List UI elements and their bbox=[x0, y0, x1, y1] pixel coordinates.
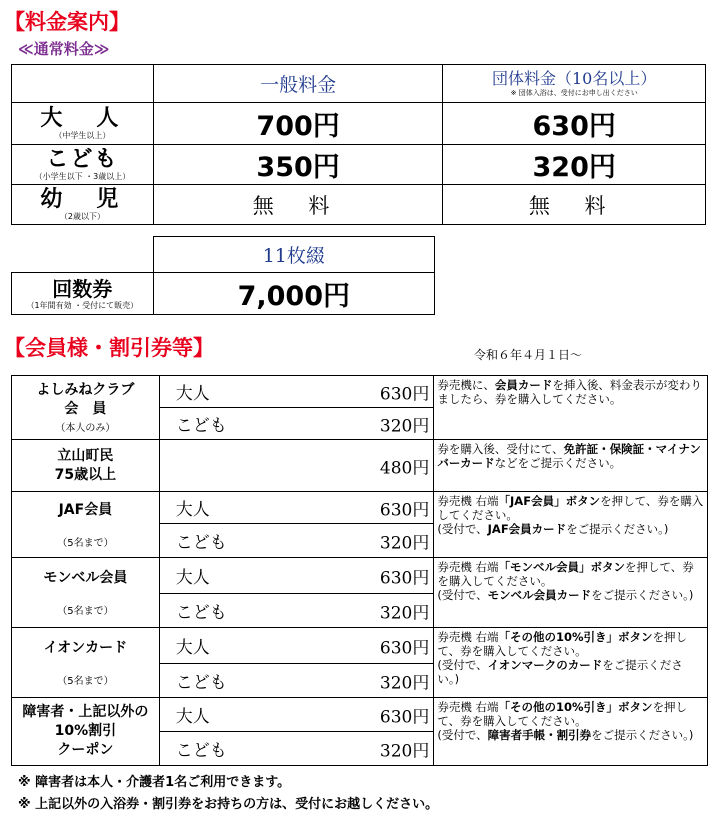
fee-row-adult bbox=[12, 103, 706, 145]
fee-label: 大 人 bbox=[40, 105, 125, 131]
member-price: 320円 bbox=[379, 673, 430, 693]
member-name-cell bbox=[12, 628, 160, 698]
member-kind: 大人 bbox=[175, 384, 210, 404]
member-name-line: （5名まで） bbox=[57, 537, 114, 549]
member-note: 券売機 右端「モンベル会員」ボタンを押して、券を購入してください。 (受付で、モンベル会員カードをご提示ください。) bbox=[434, 558, 708, 628]
member-row bbox=[12, 628, 708, 664]
general-fee: 350円 bbox=[153, 145, 443, 185]
general-fee-header: 一般料金 bbox=[153, 65, 443, 103]
member-row bbox=[12, 698, 708, 732]
regular-fee-table-full bbox=[11, 64, 706, 225]
member-kind bbox=[160, 456, 176, 476]
member-row bbox=[12, 376, 708, 408]
member-price: 480円 bbox=[379, 458, 430, 478]
fee-label-sub: （2歳以下） bbox=[59, 211, 105, 221]
member-price-cell bbox=[159, 376, 434, 408]
general-fee: 無 料 bbox=[153, 185, 443, 225]
coupon-label-sub: （1年間有効 ・受付にて販売） bbox=[26, 300, 139, 310]
footnote-1: ※ 障害者は本人・介護者1名ご利用できます。 bbox=[18, 775, 291, 790]
group-fee: 630円 bbox=[443, 103, 706, 145]
regular-subtitle: ≪通常料金≫ bbox=[18, 40, 110, 58]
page-title: 【料金案内】 bbox=[4, 10, 130, 34]
member-row bbox=[12, 440, 708, 492]
effective-date: 令和６年４月１日〜 bbox=[474, 348, 583, 362]
member-price-cell bbox=[159, 408, 434, 440]
member-name-line: （本人のみ） bbox=[55, 423, 116, 434]
member-price-cell bbox=[159, 664, 434, 698]
fee-row-child bbox=[12, 145, 706, 185]
member-name-line: 10%割引 bbox=[54, 723, 117, 739]
member-note: 券を購入後、受付にて、免許証・保険証・マイナンバーカードなどをご提示ください。 bbox=[434, 440, 708, 492]
member-kind: こども bbox=[175, 741, 227, 761]
fee-label-sub: （中学生以上） bbox=[54, 130, 111, 140]
fee-label: 幼 児 bbox=[40, 186, 125, 212]
fee-label: こども bbox=[46, 146, 119, 172]
member-name-cell bbox=[12, 440, 160, 492]
member-price-cell bbox=[159, 524, 434, 558]
member-row bbox=[12, 558, 708, 594]
group-fee-note: ※ 団体入浴は、受付にお申し出ください bbox=[510, 89, 638, 97]
member-kind: こども bbox=[175, 673, 227, 693]
member-kind: こども bbox=[175, 416, 227, 436]
members-title: 【会員様・割引券等】 bbox=[4, 336, 214, 360]
general-fee: 700円 bbox=[153, 103, 443, 145]
member-name-cell bbox=[12, 698, 160, 766]
group-fee-header bbox=[443, 65, 706, 103]
member-price-cell bbox=[159, 698, 434, 732]
member-price: 630円 bbox=[379, 707, 430, 727]
member-price: 320円 bbox=[379, 533, 430, 553]
member-name-line: モンベル会員 bbox=[43, 569, 128, 586]
empty-header-cell bbox=[12, 237, 154, 273]
member-price: 630円 bbox=[379, 384, 430, 404]
member-price-cell bbox=[159, 440, 434, 492]
member-price-cell bbox=[159, 732, 434, 766]
member-note: 券売機に、会員カードを挿入後、料金表示が変わりましたら、券を購入してください。 bbox=[434, 376, 708, 440]
group-fee: 無 料 bbox=[443, 185, 706, 225]
member-note: 券売機 右端「その他の10%引き」ボタンを押して、券を購入してください。 (受付で、障害者手帳・割引券をご提示ください。) bbox=[434, 698, 708, 766]
member-note: 券売機 右端「その他の10%引き」ボタンを押して、券を購入してください。 (受付で、イオンマークのカードをご提示ください。) bbox=[434, 628, 708, 698]
member-price: 320円 bbox=[379, 603, 430, 623]
member-name-line: よしみねクラブ bbox=[36, 382, 135, 398]
empty-header-cell bbox=[12, 65, 154, 103]
fee-label-cell bbox=[12, 103, 154, 145]
group-fee-header-label: 団体料金（10名以上） bbox=[492, 69, 657, 88]
group-fee: 320円 bbox=[443, 145, 706, 185]
member-name-line: 立山町民 bbox=[57, 447, 114, 464]
member-name-line: 75歳以上 bbox=[54, 466, 117, 483]
coupon-table bbox=[11, 236, 435, 315]
member-name-line: （5名まで） bbox=[57, 605, 114, 617]
member-price-cell bbox=[159, 594, 434, 628]
coupon-price: 7,000円 bbox=[153, 273, 434, 315]
member-price: 630円 bbox=[379, 638, 430, 658]
member-kind: 大人 bbox=[175, 638, 210, 658]
member-price-cell bbox=[159, 558, 434, 594]
member-price-cell bbox=[159, 492, 434, 524]
member-kind: こども bbox=[175, 533, 227, 553]
coupon-header: 11枚綴 bbox=[153, 237, 434, 273]
member-kind: 大人 bbox=[175, 568, 210, 588]
fee-row-infant bbox=[12, 185, 706, 225]
member-price: 320円 bbox=[379, 741, 430, 761]
coupon-label: 回数券 bbox=[52, 276, 113, 301]
fee-label-cell bbox=[12, 145, 154, 185]
member-price: 320円 bbox=[379, 416, 430, 436]
member-name-cell bbox=[12, 558, 160, 628]
member-name-line: イオンカード bbox=[43, 639, 128, 656]
footnote-2: ※ 上記以外の入浴券・割引券をお持ちの方は、受付にお越しください。 bbox=[18, 797, 439, 812]
member-name-cell bbox=[12, 492, 160, 558]
member-price-cell bbox=[159, 628, 434, 664]
member-name-line: 障害者・上記以外の bbox=[22, 704, 149, 720]
fee-label-cell bbox=[12, 185, 154, 225]
member-kind: こども bbox=[175, 603, 227, 623]
member-name-line: クーポン bbox=[57, 742, 114, 758]
member-kind: 大人 bbox=[175, 500, 210, 520]
fee-label-sub: （小学生以下 ・3歳以上） bbox=[34, 171, 131, 181]
member-note: 券売機 右端「JAF会員」ボタンを押して、券を購入してください。 (受付で、JAF会員カードをご提示ください。) bbox=[434, 492, 708, 558]
member-row bbox=[12, 492, 708, 524]
member-price: 630円 bbox=[379, 500, 430, 520]
member-name-line: 会 員 bbox=[64, 401, 107, 417]
member-name-cell bbox=[12, 376, 160, 440]
member-name-line: JAF会員 bbox=[58, 501, 113, 518]
members-table bbox=[11, 375, 708, 766]
coupon-label-cell bbox=[12, 273, 154, 315]
member-name-line: （5名まで） bbox=[57, 675, 114, 687]
member-kind: 大人 bbox=[175, 707, 210, 727]
member-price: 630円 bbox=[379, 568, 430, 588]
